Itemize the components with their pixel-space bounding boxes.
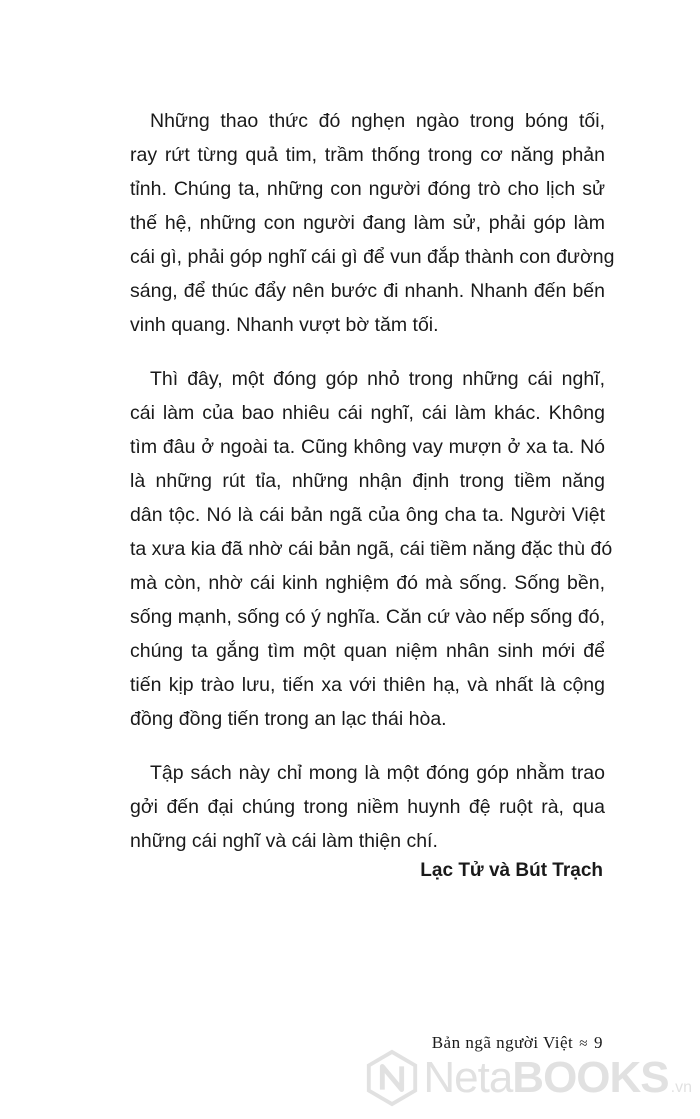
paragraph-2 (130, 362, 613, 736)
text-line: ta xưa kia đã nhờ cái bản ngã, cái tiềm năng đặc thù đó (130, 538, 613, 560)
separator-glyph: ≈ (579, 1036, 588, 1052)
book-title: Bản ngã người Việt (431, 1033, 574, 1052)
text-line: đồng đồng tiến trong an lạc thái hòa. (130, 708, 447, 730)
text-line: dân tộc. Nó là cái bản ngã của ông cha ta. Người Việt (130, 504, 605, 526)
text-line: Thì đây, một đóng góp nhỏ trong những cái nghĩ, (150, 368, 605, 390)
text-line: Tập sách này chỉ mong là một đóng góp nhằm trao (150, 762, 605, 784)
text-line: cái gì, phải góp nghĩ cái gì để vun đắp thành con đường (130, 246, 615, 268)
watermark-text: NetaBOOKS .vn (423, 1053, 692, 1102)
text-line: sống mạnh, sống có ý nghĩa. Căn cứ vào nếp sống đó, (130, 606, 605, 628)
page-number: 9 (594, 1033, 603, 1052)
text-line: ray rứt từng quả tim, trầm thống trong cơ năng phản (130, 144, 605, 166)
body-text (130, 104, 615, 858)
watermark (363, 1049, 692, 1107)
text-line: những cái nghĩ và cái làm thiện chí. (130, 830, 438, 852)
text-line: tìm đâu ở ngoài ta. Cũng không vay mượn ở xa ta. Nó (130, 436, 605, 458)
text-line: là những rút tỉa, những nhận định trong tiềm năng (130, 470, 605, 492)
text-line: cái làm của bao nhiêu cái nghĩ, cái làm khác. Không (130, 402, 605, 424)
text-line: Những thao thức đó nghẹn ngào trong bóng tối, (150, 110, 605, 132)
author-signature: Lạc Tử và Bút Trạch (420, 860, 603, 881)
text-line: vinh quang. Nhanh vượt bờ tăm tối. (130, 314, 439, 336)
text-line: chúng ta gắng tìm một quan niệm nhân sinh mới để (130, 640, 605, 662)
text-line: tiến kịp trào lưu, tiến xa với thiên hạ, và nhất là cộng (130, 674, 605, 696)
netabooks-logo-icon (363, 1049, 421, 1107)
text-line: tỉnh. Chúng ta, những con người đóng trò cho lịch sử (130, 178, 605, 200)
text-line: gởi đến đại chúng trong niềm huynh đệ ruột rà, qua (130, 796, 605, 818)
text-line: thế hệ, những con người đang làm sử, phải góp làm (130, 212, 605, 234)
text-line: sáng, để thúc đẩy nên bước đi nhanh. Nhanh đến bến (130, 280, 605, 302)
paragraph-1 (130, 104, 615, 342)
paragraph-3 (130, 756, 605, 858)
text-line: mà còn, nhờ cái kinh nghiệm đó mà sống. Sống bền, (130, 572, 605, 594)
